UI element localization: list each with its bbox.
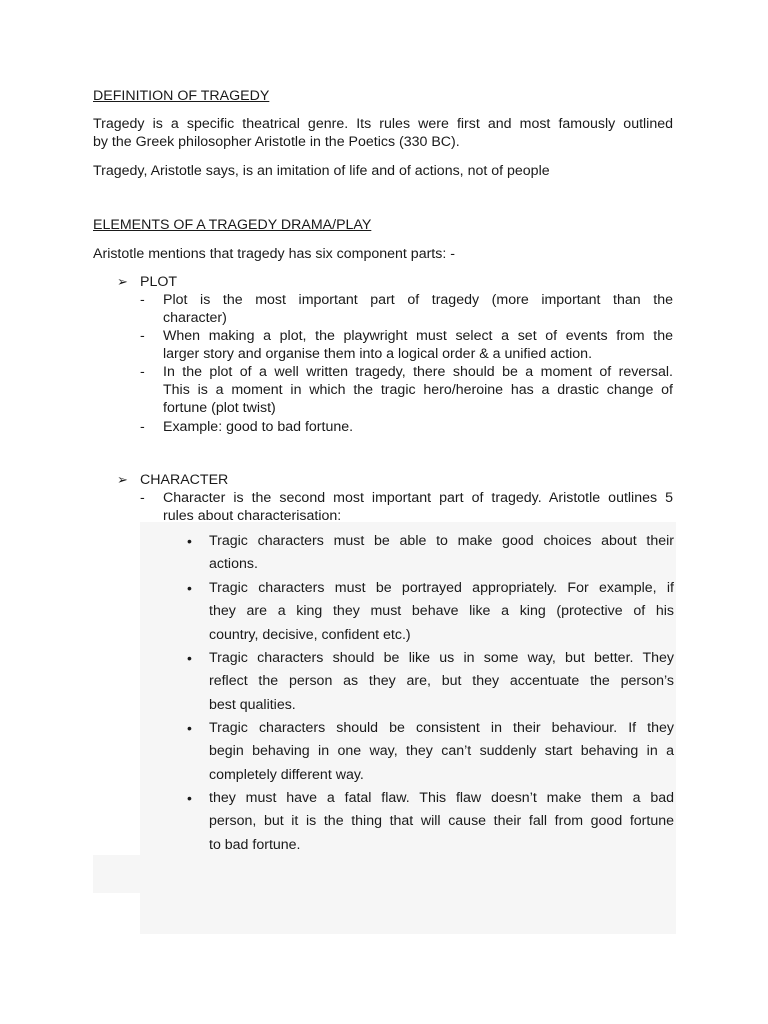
shaded-region-tab (93, 855, 140, 893)
character-intro-line-1: Character is the second most important part of tragedy. Aristotle outlines 5 (163, 490, 673, 506)
bullet-marker: • (187, 720, 192, 736)
rule-3-line-3: best qualities. (209, 696, 296, 713)
rule-4-line-2: begin behaving in one way, they can’t suddenly start behaving in a (209, 743, 674, 760)
bullet-marker: • (187, 790, 192, 806)
character-title: CHARACTER (140, 472, 229, 488)
rule-3-line-2: reflect the person as they are, but they accentuate the person’s (209, 673, 674, 690)
rule-4 (209, 717, 674, 787)
rule-4-line-1: Tragic characters should be consistent in their behaviour. If they (209, 720, 674, 736)
bullet-marker: • (187, 533, 192, 549)
plot-item-2-line-2: larger story and organise them into a logical order & a unified action. (163, 346, 593, 362)
dash-marker: - (140, 490, 145, 506)
rule-1-line-1: Tragic characters must be able to make good choices about their (209, 533, 674, 549)
definition-line-1: Tragedy is a specific theatrical genre. Its rules were first and most famously outlined (93, 116, 673, 132)
dash-marker: - (140, 364, 145, 380)
bullet-marker: • (187, 650, 192, 666)
definition-para-2: Tragedy, Aristotle says, is an imitation of life and of actions, not of people (93, 163, 550, 179)
arrow-bullet-icon: ➢ (117, 472, 128, 487)
plot-item-3-line-2: This is a moment in which the tragic hero/heroine has a drastic change of (163, 382, 673, 398)
plot-title: PLOT (140, 274, 178, 290)
arrow-bullet-icon: ➢ (117, 274, 128, 289)
rule-1-line-2: actions. (209, 556, 258, 573)
rule-2-line-1: Tragic characters must be portrayed appropriately. For example, if (209, 580, 674, 596)
elements-intro: Aristotle mentions that tragedy has six component parts: - (93, 246, 455, 262)
plot-item-1-line-2: character) (163, 310, 227, 326)
bullet-marker: • (187, 580, 192, 596)
rule-5-line-2: person, but it is the thing that will cause their fall from good fortune (209, 813, 674, 830)
rule-5-line-3: to bad fortune. (209, 836, 301, 853)
character-intro-line-2: rules about characterisation: (163, 508, 342, 524)
rule-2-line-3: country, decisive, confident etc.) (209, 626, 411, 643)
definition-line-2: by the Greek philosopher Aristotle in the Poetics (330 BC). (93, 134, 460, 150)
rule-4-line-3: completely different way. (209, 766, 364, 783)
dash-marker: - (140, 419, 145, 435)
plot-item-3-line-3: fortune (plot twist) (163, 400, 276, 416)
plot-item-3-line-1: In the plot of a well written tragedy, there should be a moment of reversal. (163, 364, 673, 380)
rule-5 (209, 787, 674, 857)
rule-3 (209, 647, 674, 717)
heading-elements: ELEMENTS OF A TRAGEDY DRAMA/PLAY (93, 217, 372, 233)
plot-item-1-line-1: Plot is the most important part of tragedy (more important than the (163, 292, 673, 308)
plot-item-4-line-1: Example: good to bad fortune. (163, 419, 354, 435)
dash-marker: - (140, 328, 145, 344)
dash-marker: - (140, 292, 145, 308)
rule-5-line-1: they must have a fatal flaw. This flaw doesn’t make them a bad (209, 790, 674, 806)
rule-1 (209, 530, 674, 577)
plot-item-2-line-1: When making a plot, the playwright must select a set of events from the (163, 328, 673, 344)
rule-2-line-2: they are a king they must behave like a king (protective of his (209, 603, 674, 620)
rule-3-line-1: Tragic characters should be like us in some way, but better. They (209, 650, 674, 666)
heading-definition: DEFINITION OF TRAGEDY (93, 88, 270, 104)
rule-2 (209, 577, 674, 647)
